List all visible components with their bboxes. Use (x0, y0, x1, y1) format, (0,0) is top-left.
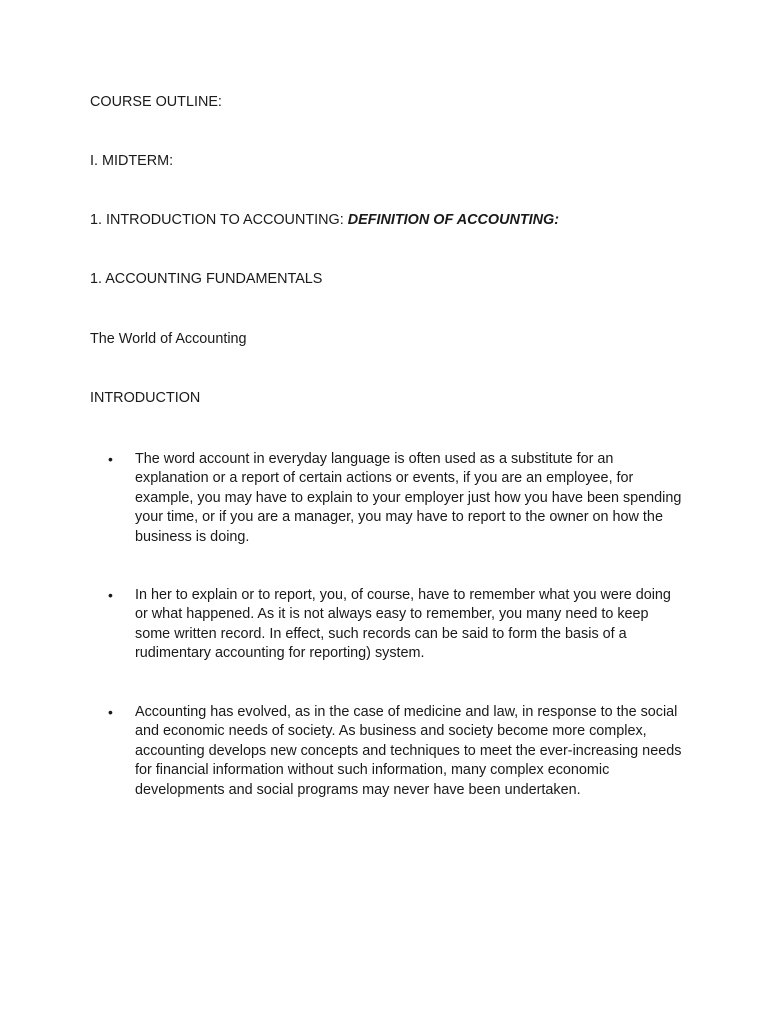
bullet-icon: • (108, 587, 113, 603)
bullet-icon: • (108, 704, 113, 720)
introduction-heading: INTRODUCTION (90, 390, 201, 406)
accounting-fundamentals-heading: 1. ACCOUNTING FUNDAMENTALS (90, 271, 323, 287)
bullet-text: The word account in everyday language is often used as a substitute for an explanation or a report of certain actions or events, if you are an employee, for example, you may have to explain to your employer just how you have been spending your time, or if you are a manager, you may have to report to the owner on how the business is doing. (135, 451, 682, 545)
course-outline-heading: COURSE OUTLINE: (90, 94, 222, 110)
introduction-to-accounting-line (90, 211, 559, 230)
intro-prefix: 1. INTRODUCTION TO ACCOUNTING: (90, 212, 348, 228)
definition-of-accounting: DEFINITION OF ACCOUNTING: (347, 212, 560, 228)
world-of-accounting-subtitle: The World of Accounting (90, 331, 247, 347)
bullet-text: Accounting has evolved, as in the case of medicine and law, in response to the social and economic needs of society. As business and society become more complex, accounting develops new concepts and techniques to meet the ever-increasing needs for financial information without such information, many complex economic developments and social programs may never have been undertaken. (135, 704, 682, 798)
midterm-heading: I. MIDTERM: (90, 153, 174, 169)
bullet-text: In her to explain or to report, you, of course, have to remember what you were doing or what happened. As it is not always easy to remember, you many need to keep some written record. In effect, such records can be said to form the basis of a rudimentary accounting for reporting) system. (135, 587, 671, 662)
bullet-icon: • (108, 451, 113, 467)
